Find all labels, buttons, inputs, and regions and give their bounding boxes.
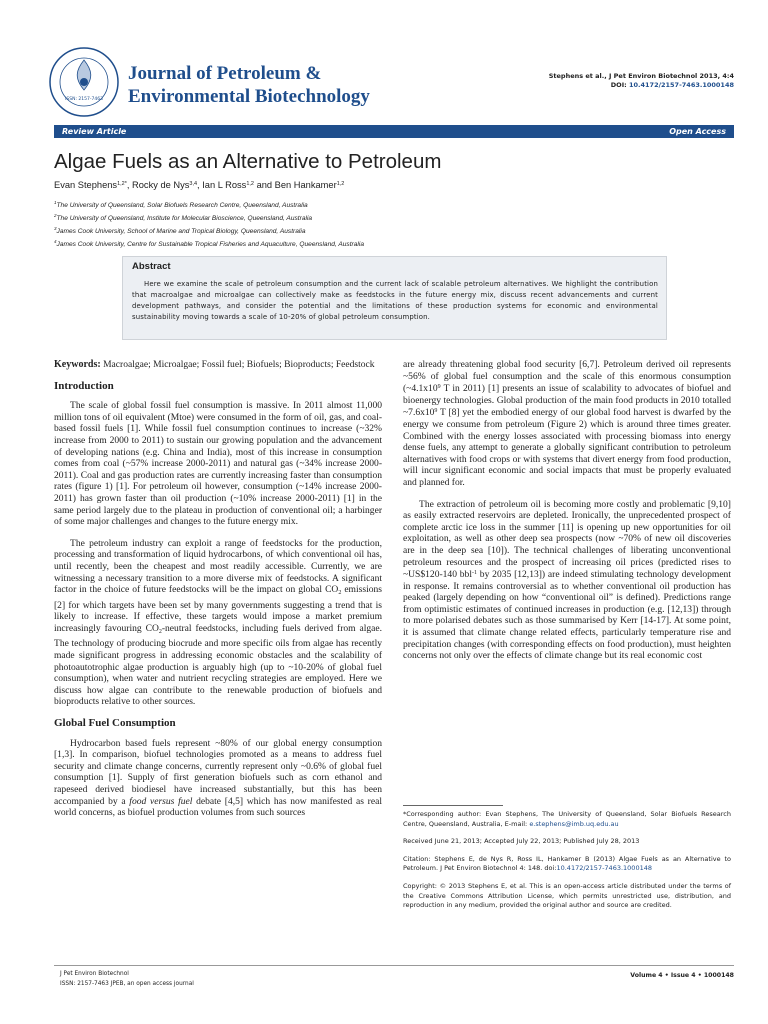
paragraph: The extraction of petroleum oil is becoming more costly and problematic [9,10] as easily extracted reservoirs are depleted. Ironically, the unprecedented prospect of complete arctic ice loss in the summer [11] is opening up new opportunities for oil exploitation, as well as other deep sea prospects (now ~70% of new oil discoveries are in the deep sea [10]). The technical challenges of liberating unconventional petroleum resources and the prospect of increasing oil prices (predicted rises to ~US$120-140 bbl$^{-1}$ by 2035 [12,13]) are indeed stimulating technology development in response. It remains controversial as to whether conventional oil production has peaked (largely depending on how “conventional oil” is defined). Predictions range from optimistic estimates of continued increases in production (e.g. [12,13]) through to more polarised debates such as those summarised by Kerr [14-17]. At some point, it is assumed that climate change related effects, particularly temperature rise and precipitation changes (with corresponding effects on food production), must heighten concerns not only over the effects of climate change but its real economic cost <box>403 498 731 662</box>
left-column <box>54 359 382 829</box>
article-title: Algae Fuels as an Alternative to Petroleum <box>54 150 442 173</box>
copyright-note: Copyright: © 2013 Stephens E, et al. This is an open-access article distributed under the terms of the Creative Commons Attribution License, which permits unrestricted use, distribution, and reproduction in any medium, provided the original author and source are credited. <box>403 881 731 910</box>
journal-title-line1: Journal of Petroleum & <box>128 63 322 84</box>
abstract-text: Here we examine the scale of petroleum consumption and the current lack of scalable petroleum alternatives. We highlight the contribution that macroalgae and microalgae can collectively make as feedstocks in the future energy mix, discuss recent advancements and current development pathways, and consider the potential and the limitations of these production systems for economic and environmental sustainability moving towards a scale of 10-20% of global petroleum consumption. <box>132 280 658 321</box>
paragraph: The scale of global fossil fuel consumption is massive. In 2011 almost 11,000 million tons of oil equivalent (Mtoe) were consumed in the form of oil, gas, and coal-based fossil fuels [1]. While fossil fuel consumption continues to increase (~32% increase from 2000 to 2011) to sustain our growing population and the advancement of developing nations (e.g. China and India), most of this increase in consumption comes from coal (~57% increase 2000-2011) and natural gas (~34% increase 2000-2011). Coal and gas production rates are currently increasing faster than consumption rates (figure 1) [1]. For petroleum oil however, consumption (~14% increase 2000-2011) has grown faster than oil production (~10% increase 2000-2011) [1] in the same period largely due to the plateau in production of conventional oil; a harbinger of some major challenges and changes to the future energy mix. <box>54 400 382 528</box>
abstract-heading: Abstract <box>132 261 171 272</box>
citation-short: Stephens et al., J Pet Environ Biotechnol 2013, 4:4 <box>548 72 734 80</box>
paragraph: The petroleum industry can exploit a range of feedstocks for the production, processing and transformation of liquid hydrocarbons, of which conventional oil has, until recently, been the cheapest and most readily accessible. Currently, we are witnessing a necessary transition to a more diverse mix of feedstocks. A significant factor in the choice of future feedstocks will be the impact on global $CO_2$ emissions [2] for which targets have been set by many governments suggesting a trend that is likely to increase. If effective, these targets would impose a market premium increasingly favouring $CO_2$-neutral feedstocks, including fuels derived from algae. The technology of producing biocrude and more specific oils from algae has recently made significant progress in addressing economic obstacles and the scalability of photoautotrophic algae production is arguably high (up to ~10-20% of global fuel consumption), when water and nutrient recycling strategies are employed. Here we discuss how algae can contribute to the renewable production of biofuels and bioproducts relative to other sources. <box>54 537 383 708</box>
header-citation <box>549 72 734 90</box>
footer-journal-info <box>60 970 194 989</box>
footer-journal-abbrev: J Pet Environ Biotechnol <box>60 971 129 977</box>
author-name: Evan Stephens <box>54 180 118 190</box>
paragraph: Hydrocarbon based fuels represent ~80% of our global energy consumption [1,3]. In comparison, biofuel technologies promoted as a means to address fuel security and climate change concerns, currently represent only ~0.6% of global fuel consumption [1]. Supply of first generation biofuels such as corn ethanol and rapeseed derived biodiesel have increased substantially, but this has been accompanied by a food versus fuel debate [4,5] which has now manifested as real world concerns, as biofuel production volumes from such sources <box>54 737 382 819</box>
corresponding-author: *Corresponding author: Evan Stephens, The University of Queensland, Solar Biofuels Research Centre, Queensland, Australia, E-mail: e.stephens@imb.uq.edu.au <box>403 810 731 828</box>
affiliation-item: $^3$James Cook University, School of Marine and Tropical Biology, Queensland, Australia <box>54 226 306 235</box>
author-affiliation: 1,2* <box>117 181 127 187</box>
publication-dates: Received June 21, 2013; Accepted July 22, 2013; Published July 28, 2013 <box>403 837 640 846</box>
author-name: Ian L Ross <box>202 180 247 190</box>
journal-logo <box>48 46 120 118</box>
footnotes <box>403 810 731 919</box>
open-access-label: Open Access <box>669 127 726 136</box>
right-column <box>403 359 731 672</box>
article-type-bar <box>54 125 734 138</box>
section-heading-introduction: Introduction <box>54 379 114 392</box>
doi-link[interactable]: 10.4172/2157-7463.1000148 <box>629 81 734 89</box>
keywords <box>54 359 382 371</box>
paragraph: are already threatening global food security [6,7]. Petroleum derived oil represents ~56% of global fuel consumption and the scale of this enormous consumption ($\sim 4.1x10^9$ T in 2011) [1] presents an issue of scalability to advocates of biofuel and bioenergy technologies. Global production of the main food products in 2010 totalled $\sim 7.6x10^9$ T [8] yet the embodied energy of our global food harvest is dwarfed by the energy we consume from petroleum (Figure 2) which is around three times greater. Combined with the energy losses associated with processing biomass into energy dense fuels, any attempt to generate a globally significant contribution to petroleum alternatives with food crops or with systems that divert energy from food production, will incur significant economic and social impacts that must be properly evaluated and planned for. <box>403 359 731 488</box>
abstract-box <box>122 256 667 340</box>
doi-label: DOI: <box>610 81 627 89</box>
section-heading-global-fuel-consumption: Global Fuel Consumption <box>54 717 176 730</box>
affiliation-item: $^2$The University of Queensland, Institute for Molecular Bioscience, Queensland, Australia <box>54 213 313 222</box>
footer-volume: Volume 4 • Issue 4 • 1000148 <box>630 972 734 979</box>
affiliation-list <box>54 198 364 250</box>
affiliation-item: $^1$The University of Queensland, Solar Biofuels Research Centre, Queensland, Australia <box>54 200 308 209</box>
author-affiliation: 1,2 <box>246 181 254 187</box>
email-link[interactable]: e.stephens@imb.uq.edu.au <box>529 819 619 828</box>
journal-title[interactable] <box>128 62 370 108</box>
author-list: Evan Stephens$^{1,2*}$, Rocky de Nys$^{3,4}$, Ian L Ross$^{1,2}$ and Ben Hankamer$^{1,2}$ <box>54 180 345 190</box>
citation-doi-link[interactable]: 10.4172/2157-7463.1000148 <box>556 864 652 873</box>
footer-divider <box>54 965 734 966</box>
citation-note: Citation: Stephens E, de Nys R, Ross IL, Hankamer B (2013) Algae Fuels as an Alternative to Petroleum. J Pet Environ Biotechnol 4: 148. doi:10.4172/2157-7463.1000148 <box>403 854 731 873</box>
author-affiliation: 1,2 <box>336 181 345 187</box>
author-name: Rocky de Nys <box>132 180 190 190</box>
footnote-divider <box>403 805 503 806</box>
journal-title-line2: Environmental Biotechnology <box>128 86 370 107</box>
article-type-label: Review Article <box>62 127 127 136</box>
author-affiliation: 3,4 <box>189 181 198 187</box>
author-name: Ben Hankamer <box>274 180 337 190</box>
keywords-text: Macroalgae; Microalgae; Fossil fuel; Biofuels; Bioproducts; Feedstock <box>103 359 375 370</box>
affiliation-item: $^4$James Cook University, Centre for Sustainable Tropical Fisheries and Aquaculture, Queensland, Australia <box>54 239 365 248</box>
logo-issn: ISSN: 2157-7463 <box>65 97 103 102</box>
footer-issn: ISSN: 2157-7463 JPEB, an open access journal <box>60 980 194 987</box>
keywords-label: Keywords: <box>54 359 101 370</box>
